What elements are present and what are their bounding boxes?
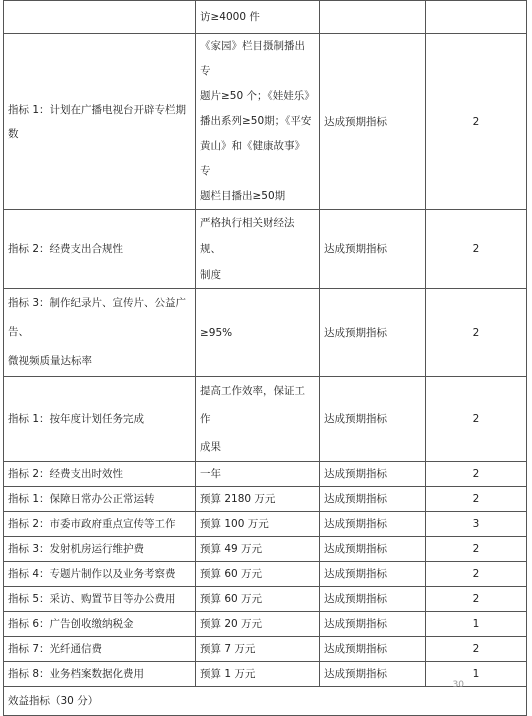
table-row xyxy=(4,562,527,587)
status-cell: 达成预期指标 xyxy=(320,537,426,562)
status-cell: 达成预期指标 xyxy=(320,512,426,537)
target-value-cell xyxy=(196,210,320,289)
status-cell: 达成预期指标 xyxy=(320,34,426,210)
table-row xyxy=(4,462,527,487)
target-value-cell: ≥95% xyxy=(196,289,320,377)
status-cell: 达成预期指标 xyxy=(320,587,426,612)
target-value-cell xyxy=(196,377,320,462)
target-line: 制度 xyxy=(200,269,221,281)
table-row xyxy=(4,377,527,462)
table-row xyxy=(4,34,527,210)
table-row xyxy=(4,289,527,377)
table-row xyxy=(4,662,527,687)
status-cell: 达成预期指标 xyxy=(320,637,426,662)
target-value-cell xyxy=(196,34,320,210)
score-cell: 2 xyxy=(426,210,527,289)
target-line: 访≥4000 件 xyxy=(200,11,260,23)
score-cell: 2 xyxy=(426,562,527,587)
score-cell: 2 xyxy=(426,537,527,562)
indicator-name-cell: 指标 7：光纤通信费 xyxy=(4,637,196,662)
score-cell: 2 xyxy=(426,34,527,210)
status-cell: 达成预期指标 xyxy=(320,612,426,637)
section-heading-cell: 效益指标（30 分） xyxy=(4,687,527,716)
indicator-name-cell xyxy=(4,289,196,377)
status-cell: 达成预期指标 xyxy=(320,462,426,487)
target-line: 题栏目播出≥50期 xyxy=(200,190,286,202)
score-cell: 1 xyxy=(426,662,527,687)
target-line: 严格执行相关财经法规、 xyxy=(200,217,295,255)
target-line: 播出系列≥50期；《平安 xyxy=(200,115,312,127)
indicator-name-line: 指标 3：制作纪录片、宣传片、公益广告、 xyxy=(8,297,187,338)
status-cell: 达成预期指标 xyxy=(320,662,426,687)
target-value-cell: 预算 2180 万元 xyxy=(196,487,320,512)
target-value-cell: 预算 20 万元 xyxy=(196,612,320,637)
target-line: 黄山》和《健康故事》专 xyxy=(200,140,305,177)
status-cell: 达成预期指标 xyxy=(320,562,426,587)
table-row xyxy=(4,210,527,289)
score-cell: 2 xyxy=(426,462,527,487)
indicator-name-cell: 指标 4：专题片制作以及业务考察费 xyxy=(4,562,196,587)
target-value-cell: 预算 60 万元 xyxy=(196,587,320,612)
score-cell: 3 xyxy=(426,512,527,537)
score-cell: 2 xyxy=(426,377,527,462)
target-line: 提高工作效率，保证工作 xyxy=(200,385,305,425)
score-cell: 2 xyxy=(426,487,527,512)
table-row xyxy=(4,537,527,562)
table-row xyxy=(4,612,527,637)
score-cell: 2 xyxy=(426,637,527,662)
target-value-cell: 预算 7 万元 xyxy=(196,637,320,662)
target-value-cell: 预算 100 万元 xyxy=(196,512,320,537)
table-row xyxy=(4,1,527,34)
indicator-name-line: 微视频质量达标率 xyxy=(8,355,92,367)
indicator-name-cell: 指标 2：市委市政府重点宣传等工作 xyxy=(4,512,196,537)
indicator-name-cell: 指标 2：经费支出合规性 xyxy=(4,210,196,289)
indicator-name-cell: 指标 6：广告创收缴纳税金 xyxy=(4,612,196,637)
target-value-cell: 一年 xyxy=(196,462,320,487)
score-cell: 2 xyxy=(426,289,527,377)
indicator-name-cell: 指标 8：业务档案数据化费用 xyxy=(4,662,196,687)
score-cell xyxy=(426,1,527,34)
indicator-name-cell: 指标 5：采访、购置节目等办公费用 xyxy=(4,587,196,612)
status-cell xyxy=(320,1,426,34)
target-line: 题片≥50 个；《娃娃乐》 xyxy=(200,90,315,102)
status-cell: 达成预期指标 xyxy=(320,487,426,512)
target-value-cell: 预算 1 万元 xyxy=(196,662,320,687)
target-value-cell: 预算 49 万元 xyxy=(196,537,320,562)
target-value-cell: 预算 60 万元 xyxy=(196,562,320,587)
score-cell: 1 xyxy=(426,612,527,637)
indicator-name-cell xyxy=(4,1,196,34)
indicator-name-cell: 指标 2：经费支出时效性 xyxy=(4,462,196,487)
indicator-name-cell: 指标 1：按年度计划任务完成 xyxy=(4,377,196,462)
page-number: 30 xyxy=(452,680,464,690)
performance-indicator-table xyxy=(3,0,527,716)
table-row xyxy=(4,512,527,537)
target-value-cell xyxy=(196,1,320,34)
status-cell: 达成预期指标 xyxy=(320,210,426,289)
table-row xyxy=(4,637,527,662)
table-row xyxy=(4,487,527,512)
indicator-name-cell: 指标 1：保障日常办公正常运转 xyxy=(4,487,196,512)
table-row xyxy=(4,687,527,716)
status-cell: 达成预期指标 xyxy=(320,289,426,377)
document-page xyxy=(3,0,526,716)
status-cell: 达成预期指标 xyxy=(320,377,426,462)
target-line: 《家园》栏目摄制播出专 xyxy=(200,40,305,77)
indicator-name-cell: 指标 1：计划在广播电视台开辟专栏期数 xyxy=(4,34,196,210)
indicator-name-cell: 指标 3：发射机房运行维护费 xyxy=(4,537,196,562)
target-line: 成果 xyxy=(200,441,221,453)
table-row xyxy=(4,587,527,612)
score-cell: 2 xyxy=(426,587,527,612)
